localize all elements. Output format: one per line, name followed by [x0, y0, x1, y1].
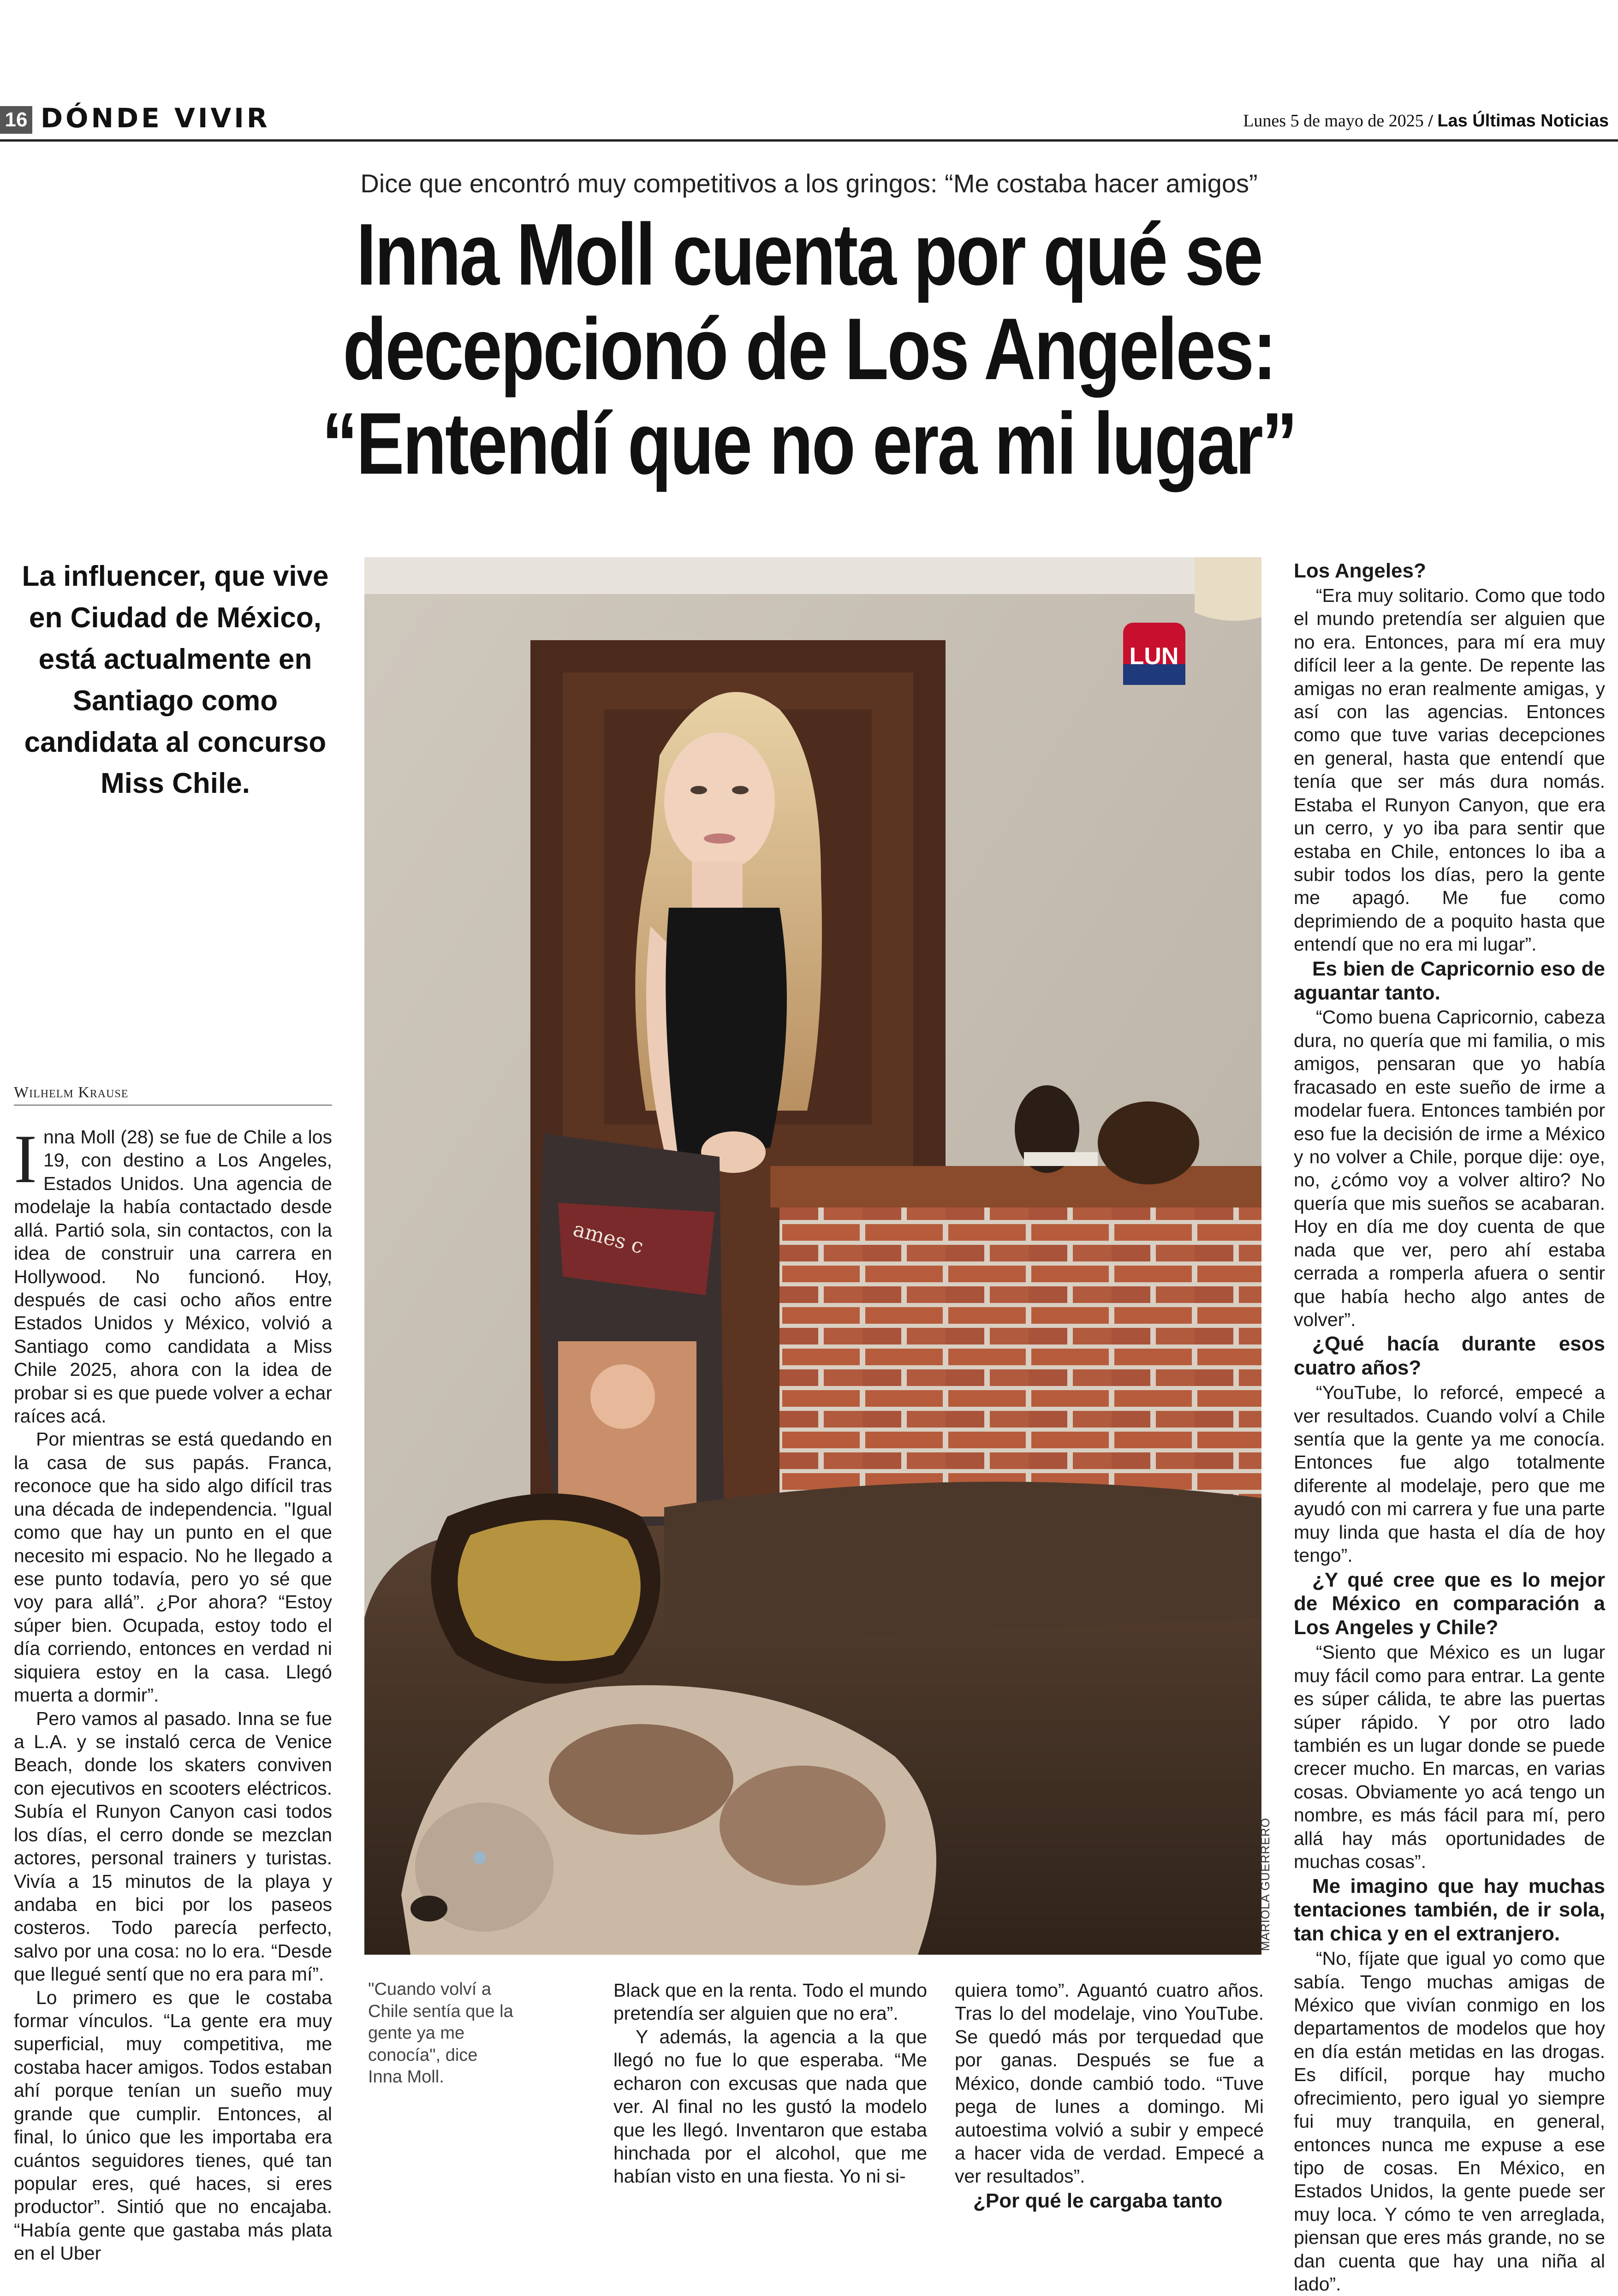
interview-question: Me imagino que hay muchas tentaciones también, de ir sola, tan chica y en el extranjero. — [1294, 1874, 1605, 1945]
section-title: DÓNDE VIVIR — [41, 102, 270, 134]
paragraph: nna Moll (28) se fue de Chile a los 19, con destino a Los Angeles, Estados Unidos. Una agencia de modelaje la había contactado desde allá. Partió sola, sin contactos, con la idea de construir una carrera en Hollywood. No funcionó. Hoy, después de casi ocho años entre Estados Unidos y México, volvió a Santiago como candidata a Miss Chile 2025, ahora con la idea de probar si es que puede volver a echar raíces acá. — [14, 1126, 332, 1427]
interview-question: ¿Qué hacía durante esos cuatro años? — [1294, 1332, 1605, 1380]
issue-date: Lunes 5 de mayo de 2025 — [1243, 111, 1424, 131]
paragraph: Por mientras se está quedando en la casa de sus papás. Franca, reconoce que ha sido algo difícil tras una década de independencia. "Igual como que hay un punto en el que necesito mi espacio. No he llegado a ese punto todavía, pero yo sé que voy para allá”. ¿Por ahora? “Estoy súper bien. Ocupada, estoy todo el día corriendo, entonces en verdad ni siquiera estoy en la casa. Llegó muerta a dormir”. — [14, 1428, 332, 1706]
headline-line: decepcionó de Los Angeles: — [343, 300, 1275, 399]
kicker: Dice que encontró muy competitivos a los gringos: “Me costaba hacer amigos” — [360, 169, 1258, 198]
interview-answer: “YouTube, lo reforcé, empecé a ver resultados. Cuando volví a Chile sentía que la gente ya me conocía. Entonces fue algo totalmente diferente al modelaje, pero que me ayudó con mi carrera y fue una parte muy linda que hasta el día de hoy tengo”. — [1294, 1382, 1605, 1566]
headline — [202, 208, 1416, 492]
issue-info — [1243, 111, 1609, 131]
interview-question: Los Angeles? — [1294, 559, 1426, 582]
body-column-3 — [955, 1979, 1264, 2214]
headline-line: “Entendí que no era mi lugar” — [321, 395, 1297, 493]
paragraph: quiera tomo”. Aguantó cuatro años. Tras lo del modelaje, vino YouTube. Se quedó más por terquedad que por ganas. Después se fue a México, donde cambió todo. “Tuve pega de lunes a domingo. Mi autoestima volvió a subir y empecé a hacer vida de verdad. Empecé a ver resultados”. — [955, 1980, 1264, 2187]
body-column-1 — [14, 1121, 332, 2265]
lun-logo-text: LUN — [1129, 643, 1179, 670]
interview-question: ¿Y qué cree que es lo mejor de México en comparación a Los Angeles y Chile? — [1294, 1568, 1605, 1639]
interview-answer: “Como buena Capricornio, cabeza dura, no quería que mi familia, o mis amigos, pensaran que yo había fracasado en este sueño de irme a modelar fuera. Entonces también por eso fue la decisión de irme a México y no volver a Chile, porque dije: oye, no, ¿cómo voy a volver altiro? No quería que mis sueños se acabaran. Hoy en día me doy cuenta de que nada que ver, pero ahí estaba cerrada a romperla afuera o sentir que había hecho algo antes de volver”. — [1294, 1006, 1605, 1330]
issue-separator: / — [1428, 111, 1433, 131]
interview-question: Es bien de Capricornio eso de aguantar tanto. — [1294, 957, 1605, 1004]
body-column-2 — [613, 1979, 927, 2188]
header-rule — [0, 139, 1618, 142]
newspaper-name: Las Últimas Noticias — [1437, 111, 1609, 131]
paragraph: Black que en la renta. Todo el mundo pretendía ser alguien que no era”. — [613, 1980, 927, 2024]
byline-rule — [14, 1105, 332, 1106]
photo-credit: MARIOLA GUERRERO — [1258, 1817, 1272, 1951]
interview-answer: “No, fíjate que igual yo como que sabía. Tengo muchas amigas de México que vivían conmigo en los departamentos de modelos que hoy en día están metidas en las drogas. Es difícil, porque hay mucho ofrecimiento, pero igual yo siempre fui muy tranquila, en general, entonces nunca me expuse a ese tipo de cosas. En México, en Estados Unidos, la gente puede ser muy loca. Y cómo te ven arreglada, piensan que eres más grande, no se dan cuenta que hay una niña al lado”. — [1294, 1948, 1605, 2295]
drop-cap: I — [14, 1121, 37, 1197]
paragraph: Y además, la agencia a la que llegó no fue lo que esperaba. “Me echaron con excusas que nada que ver. Al final no les gustó la modelo que les llegó. Inventaron que estaba hinchada por el alcohol, que me habían visto en una fiesta. Yo ni si- — [613, 2026, 927, 2187]
headline-line: Inna Moll cuenta por qué se — [356, 206, 1262, 303]
apron-print-text: ames c — [571, 1217, 646, 1259]
interview-question: ¿Por qué le cargaba tanto — [973, 2189, 1223, 2212]
byline: Wilhelm Krause — [14, 1084, 129, 1101]
article-photo — [364, 557, 1261, 1955]
page-number: 16 — [0, 106, 32, 134]
photo-caption: "Cuando volví a Chile sentía que la gente ya me conocía", dice Inna Moll. — [368, 1980, 513, 2087]
interview-answer: “Siento que México es un lugar muy fácil como para entrar. La gente es súper cálida, te abre las puertas súper rápido. Y por otro lado también es un lugar donde se puede crecer mucho. En marcas, en varias cosas. Obviamente yo acá tengo un nombre, es más fácil para mí, pero allá hay más oportunidades de muchas cosas”. — [1294, 1642, 1605, 1873]
body-column-4 — [1294, 558, 1605, 2296]
paragraph: Pero vamos al pasado. Inna se fue a L.A. y se instaló cerca de Venice Beach, donde los skaters conviven con ejecutivos en scooters eléctricos. Subía el Runyon Canyon casi todos los días, el cerro donde se mezclan actores, personal trainers y turistas. Vivía a 15 minutos de la playa y andaba en bici por los paseos costeros. Todo parecía perfecto, salvo por una cosa: no lo era. “Desde que llegué sentí que no era para mí”. — [14, 1707, 332, 1985]
lun-logo — [1123, 623, 1185, 685]
deck: La influencer, que vive en Ciudad de México, está actualmente en Santiago como candidata al concurso Miss Chile. — [22, 560, 329, 800]
interview-answer: “Era muy solitario. Como que todo el mundo pretendía ser alguien que no era. Entonces, para mí era muy difícil leer a la gente. De repente las amigas no eran realmente amigas, y así con las agencias. Entonces como que tuve varias decepciones en general, hasta que entendí que tenía que ser más dura nomás. Estaba el Runyon Canyon, que era un cerro, y yo iba para sentir que estaba en Chile, entonces lo iba a subir todos los días, pero la gente me apagó. Me fue como deprimiendo de a poquito hasta que entendí que no era mi lugar”. — [1294, 584, 1605, 955]
paragraph: Lo primero es que le costaba formar vínculos. “La gente era muy superficial, muy competitiva, me costaba hacer amigos. Todos estaban ahí porque tenían un sueño muy grande que cumplir. Entonces, al final, lo único que les importaba era cuántos seguidores tienes, qué tan popular eres, qué haces, si eres productor”. Sintió que no encajaba. “Había gente que gastaba más plata en el Uber — [14, 1987, 332, 2264]
